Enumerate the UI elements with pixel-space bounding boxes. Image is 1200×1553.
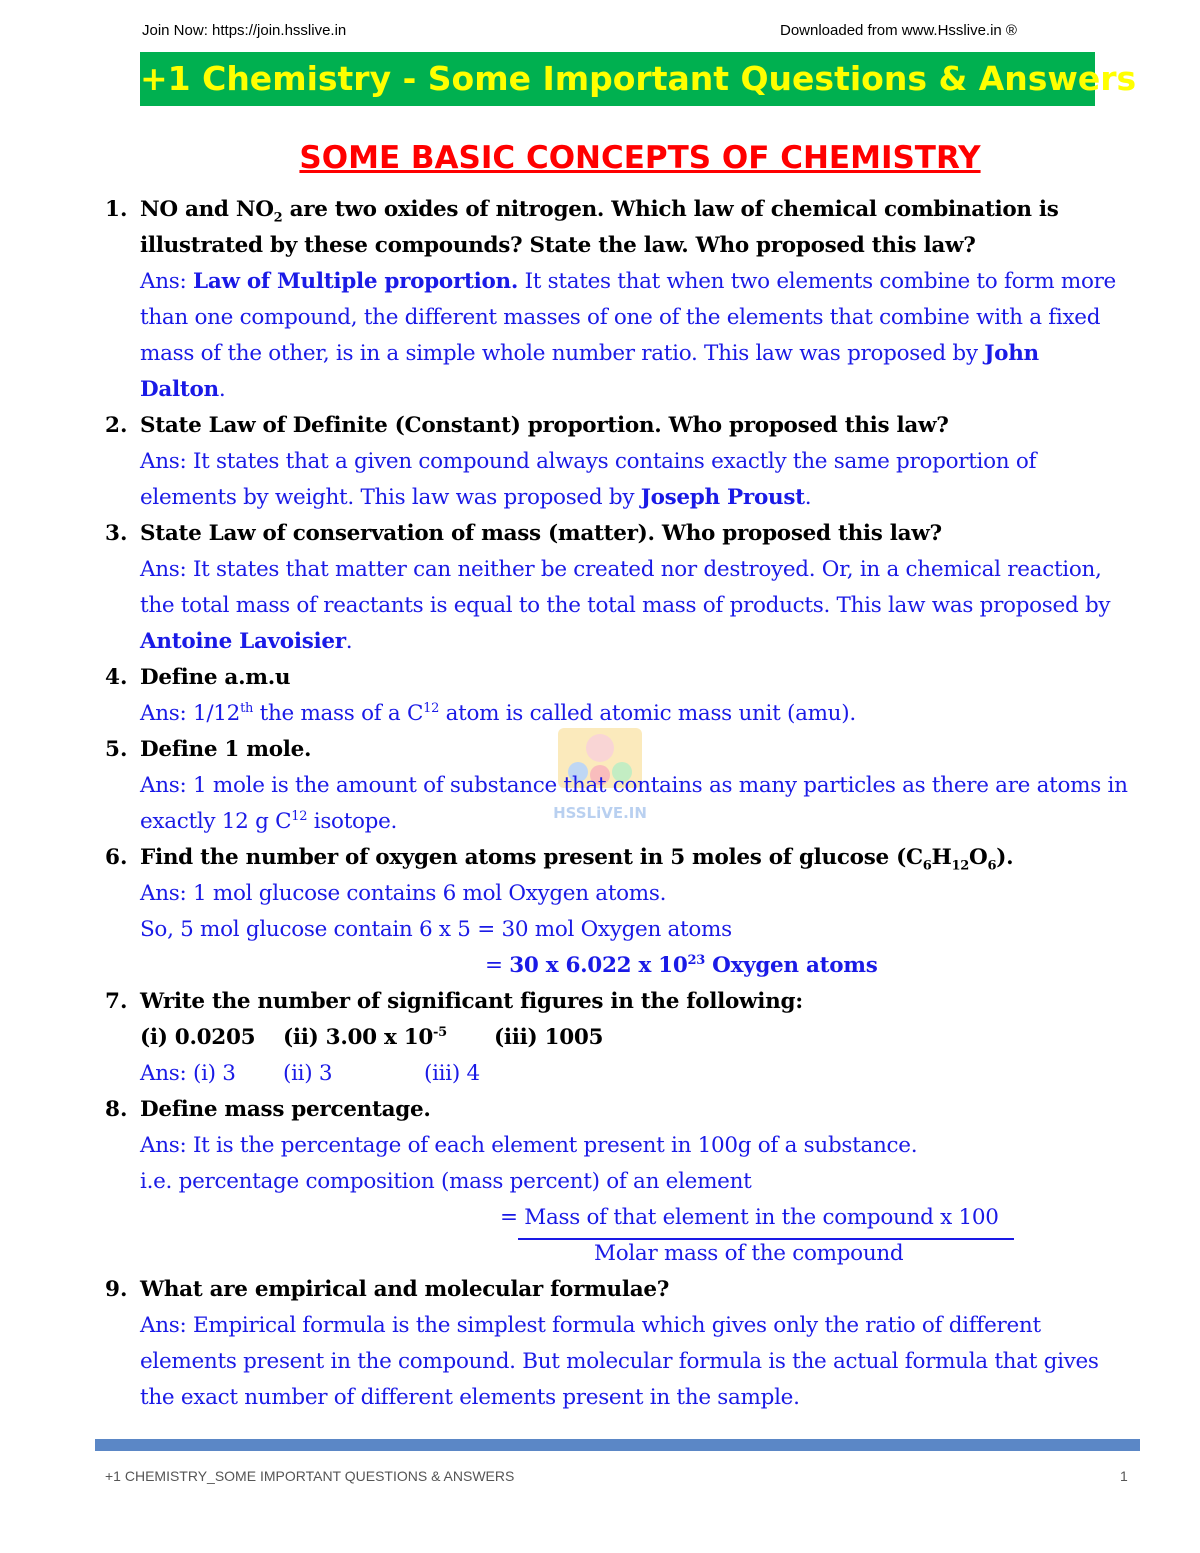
- answer-text: Ans: Empirical formula is the simplest formula which gives only the ratio of different: [140, 1313, 1041, 1338]
- answer-text: (iii) 4: [424, 1061, 480, 1086]
- question-item: (i) 0.0205: [140, 1025, 256, 1050]
- question-number: 9.: [105, 1277, 128, 1302]
- question-text: State Law of conservation of mass (matter). Who proposed this law?: [140, 521, 942, 546]
- watermark-text: HSSLiVE.IN: [553, 804, 647, 822]
- fraction-denominator: Molar mass of the compound: [594, 1241, 904, 1266]
- answer-text: Ans: 1 mole is the amount of substance that contains as many particles as there are atoms in: [140, 773, 1128, 798]
- join-link[interactable]: Join Now: https://join.hsslive.in: [142, 22, 347, 39]
- question-number: 3.: [105, 521, 128, 546]
- answer-text: Ans: 1 mol glucose contains 6 mol Oxygen atoms.: [140, 881, 667, 906]
- answer-text: i.e. percentage composition (mass percent) of an element: [140, 1169, 752, 1194]
- answer-text: Ans: It is the percentage of each element present in 100g of a substance.: [140, 1133, 918, 1158]
- answer-text: Antoine Lavoisier.: [140, 629, 353, 654]
- answer-text: the exact number of different elements present in the sample.: [140, 1385, 800, 1410]
- answer-text: mass of the other, is in a simple whole number ratio. This law was proposed by John: [140, 341, 1039, 366]
- answer-text: Ans: (i) 3: [140, 1061, 236, 1086]
- question-number: 4.: [105, 665, 128, 690]
- question-number: 1.: [105, 197, 128, 222]
- question-text: What are empirical and molecular formulae?: [140, 1277, 670, 1302]
- page-number: 1: [1120, 1468, 1128, 1484]
- answer-text: Ans: It states that a given compound always contains exactly the same proportion of: [140, 449, 1037, 474]
- footer-divider: [95, 1439, 1140, 1451]
- answer-text: elements by weight. This law was proposed by Joseph Proust.: [140, 485, 812, 510]
- answer-text: exactly 12 g $C^{12}$ isotope.: [140, 808, 398, 834]
- fraction-numerator: = Mass of that element in the compound x 100: [500, 1205, 999, 1230]
- question-number: 7.: [105, 989, 128, 1014]
- question-text: NO and $NO_2$ are two oxides of nitrogen. Which law of chemical combination is: [140, 197, 1059, 226]
- question-text: illustrated by these compounds? State the law. Who proposed this law?: [140, 233, 976, 258]
- question-item: (iii) 1005: [494, 1025, 604, 1050]
- answer-text: Ans: It states that matter can neither be created nor destroyed. Or, in a chemical reaction,: [140, 557, 1102, 582]
- question-text: Define 1 mole.: [140, 737, 312, 762]
- document-title: +1 Chemistry - Some Important Questions & Answers: [140, 52, 1095, 106]
- answer-text: the total mass of reactants is equal to the total mass of products. This law was proposed by: [140, 593, 1111, 618]
- question-text: Find the number of oxygen atoms present in 5 moles of glucose $(C_6H_{12}O_6)$.: [140, 845, 1014, 874]
- answer-text: Dalton.: [140, 377, 226, 402]
- answer-text: Ans: Law of Multiple proportion. It states that when two elements combine to form more: [140, 269, 1116, 294]
- question-number: 8.: [105, 1097, 128, 1122]
- answer-text: than one compound, the different masses of one of the elements that combine with a fixed: [140, 305, 1101, 330]
- question-number: 6.: [105, 845, 128, 870]
- answer-text: So, 5 mol glucose contain 6 x 5 = 30 mol Oxygen atoms: [140, 917, 732, 942]
- section-heading: SOME BASIC CONCEPTS OF CHEMISTRY: [299, 140, 981, 176]
- answer-text: elements present in the compound. But molecular formula is the actual formula that gives: [140, 1349, 1099, 1374]
- footer-title: +1 CHEMISTRY_SOME IMPORTANT QUESTIONS & ANSWERS: [105, 1468, 515, 1484]
- question-number: 2.: [105, 413, 128, 438]
- answer-text: (ii) 3: [283, 1061, 333, 1086]
- question-text: State Law of Definite (Constant) proportion. Who proposed this law?: [140, 413, 949, 438]
- question-text: Write the number of significant figures in the following:: [140, 989, 803, 1014]
- question-text: Define mass percentage.: [140, 1097, 431, 1122]
- question-number: 5.: [105, 737, 128, 762]
- question-item: (ii) 3.00 x $10^{-5}$: [283, 1024, 447, 1050]
- answer-text: Ans: 1/12th the mass of a $C^{12}$ atom is called atomic mass unit (amu).: [140, 700, 856, 726]
- answer-text: = 30 x 6.022 x $10^{23}$ Oxygen atoms: [485, 952, 878, 978]
- download-source-link[interactable]: Downloaded from www.Hsslive.in ®: [780, 22, 1017, 39]
- question-text: Define a.m.u: [140, 665, 291, 690]
